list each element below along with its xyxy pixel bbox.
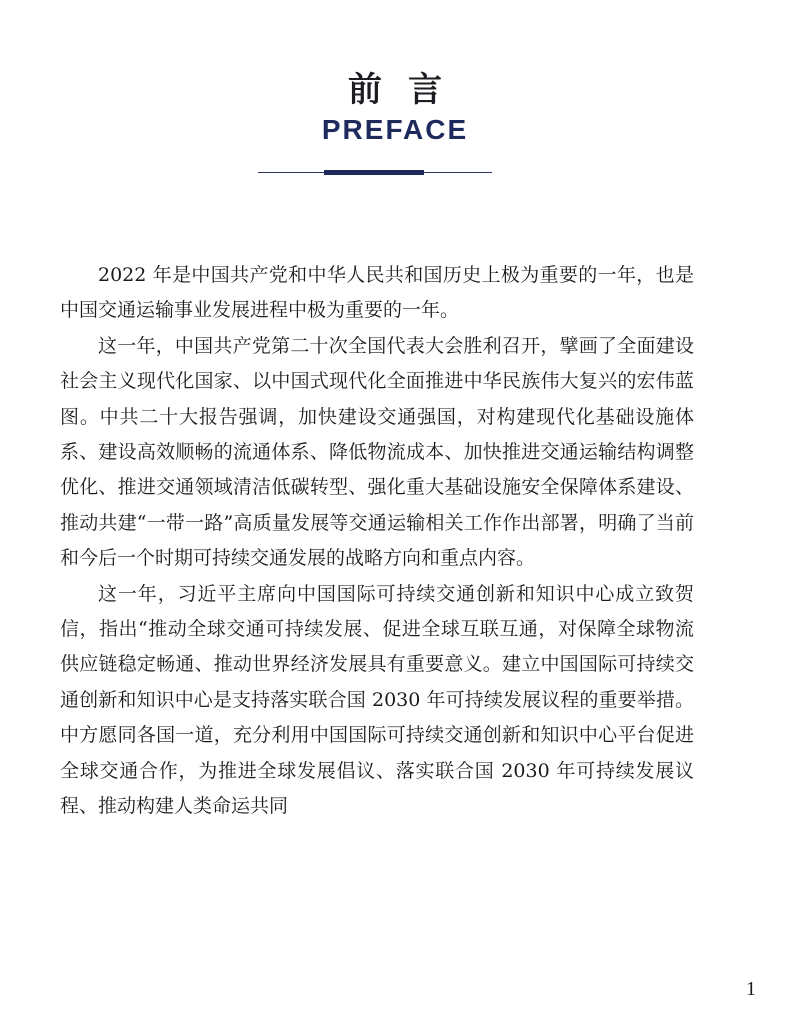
page-title-english: PREFACE bbox=[321, 114, 469, 145]
preface-body bbox=[60, 258, 694, 825]
paragraph: 2022 年是中国共产党和中华人民共和国历史上极为重要的一年，也是中国交通运输事业发展进程中极为重要的一年。 bbox=[60, 264, 694, 322]
page-title-chinese: 前言 bbox=[348, 70, 468, 110]
paragraph: 这一年，习近平主席向中国国际可持续交通创新和知识中心成立致贺信，指出“推动全球交通可持续发展、促进全球互联互通，对保障全球物流供应链稳定畅通、推动世界经济发展具有重要意义。建立中国国际可持续交通创新和知识中心是支持落实联合国 2030 年可持续发展议程的重要举措。中方愿同各国一道，充分利用中国国际可持续交通创新和知识中心平台促进全球交通合作，为推进全球发展倡议、落实联合国 2030 年可持续发展议程、推动构建人类命运共同 bbox=[60, 582, 694, 818]
page-number: 1 bbox=[746, 978, 756, 1000]
paragraph: 这一年，中国共产党第二十次全国代表大会胜利召开，擘画了全面建设社会主义现代化国家、以中国式现代化全面推进中华民族伟大复兴的宏伟蓝图。中共二十大报告强调，加快建设交通强国，对构建现代化基础设施体系、建设高效顺畅的流通体系、降低物流成本、加快推进交通运输结构调整优化、推进交通领域清洁低碳转型、强化重大基础设施安全保障体系建设、推动共建“一带一路”高质量发展等交通运输相关工作作出部署，明确了当前和今后一个时期可持续交通发展的战略方向和重点内容。 bbox=[60, 334, 694, 570]
title-divider-accent bbox=[324, 170, 424, 175]
